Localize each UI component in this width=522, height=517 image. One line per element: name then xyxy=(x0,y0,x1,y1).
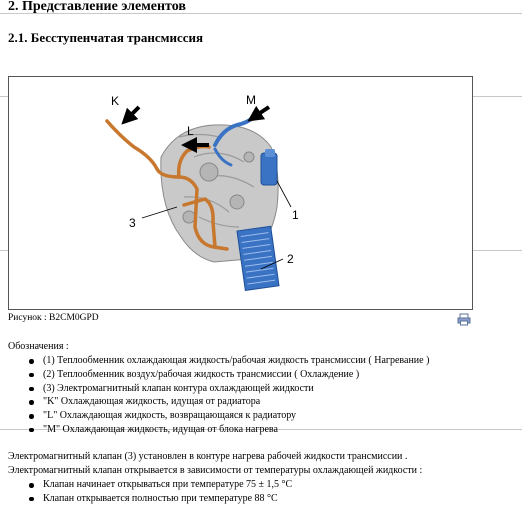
condition-item: Клапан открывается полностью при температуре 88 °C xyxy=(28,492,292,506)
label-l: L xyxy=(187,124,194,138)
diagram-figure xyxy=(8,76,473,310)
print-icon[interactable] xyxy=(457,313,471,326)
label-2: 2 xyxy=(287,252,294,266)
legend-item: "M" Охлаждающая жидкость, идущая от блока нагрева xyxy=(28,423,429,437)
legend-item: "K" Охлаждающая жидкость, идущая от радиатора xyxy=(28,395,429,409)
condition-list xyxy=(28,478,292,506)
label-k: K xyxy=(111,94,120,108)
legend-item: (2) Теплообменник воздух/рабочая жидкость трансмиссии ( Охлаждение ) xyxy=(28,368,429,382)
legend-item: "L" Охлаждающая жидкость, возвращающаяся к радиатору xyxy=(28,409,429,423)
label-3: 3 xyxy=(129,216,136,230)
legend-item: (1) Теплообменник охлаждающая жидкость/рабочая жидкость трансмиссии ( Нагревание ) xyxy=(28,354,429,368)
subsection-title: 2.1. Бесступенчатая трансмиссия xyxy=(8,30,204,45)
transmission-illustration xyxy=(9,77,472,309)
figure-caption: Рисунок : B2CM0GPD xyxy=(8,313,99,323)
condition-item: Клапан начинает открываться при температуре 75 ± 1,5 °C xyxy=(28,478,292,492)
legend-item: (3) Электромагнитный клапан контура охлаждающей жидкости xyxy=(28,382,429,396)
legend-title: Обозначения : xyxy=(8,341,69,352)
body-paragraph: Электромагнитный клапан открывается в зависимости от температуры охлаждающей жидкости : xyxy=(8,465,423,476)
legend-list xyxy=(28,354,429,437)
body-paragraph: Электромагнитный клапан (3) установлен в контуре нагрева рабочей жидкости трансмиссии . xyxy=(8,451,408,462)
air-exchanger xyxy=(237,226,279,290)
section-title: 2. Представление элементов xyxy=(8,0,186,14)
label-1: 1 xyxy=(292,208,299,222)
label-m: M xyxy=(246,93,256,107)
